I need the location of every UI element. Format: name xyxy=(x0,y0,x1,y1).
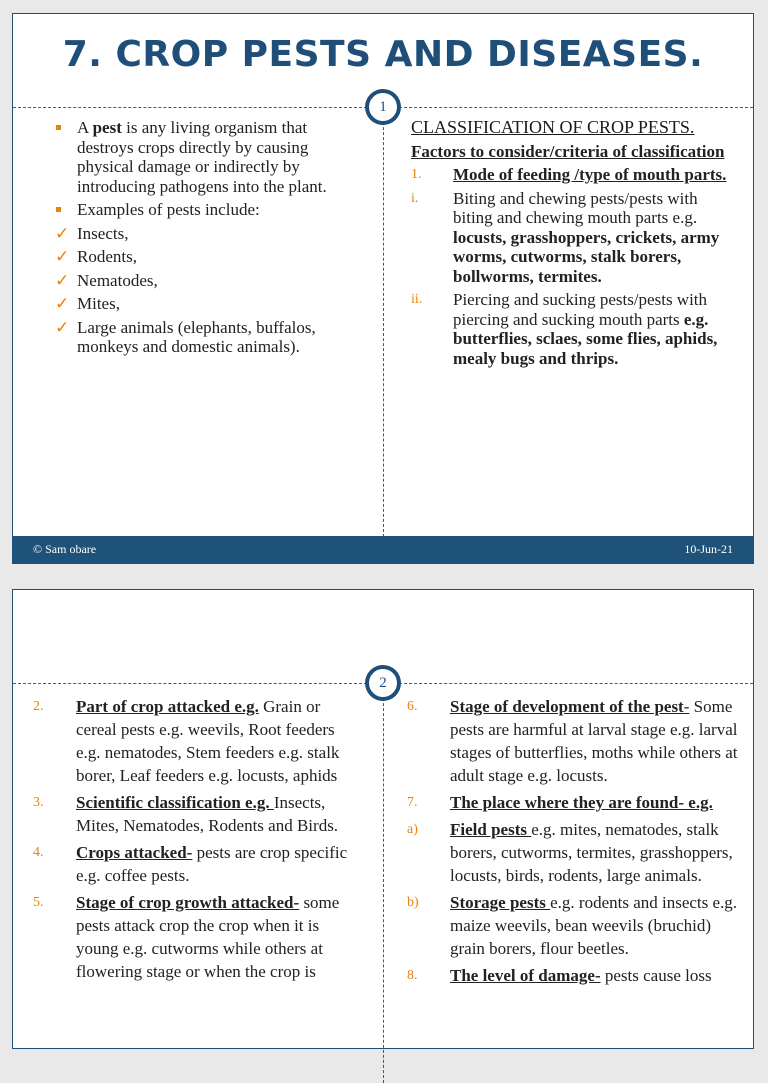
slide-number: 1 xyxy=(368,92,398,122)
text-run: - xyxy=(683,697,690,716)
checkmark-icon: ✓ xyxy=(55,270,70,290)
text-run: is any living organism that destroys crops directly by causing physical damage or indirectly by introducing pathogens into the plant. xyxy=(77,118,327,196)
numbered-item xyxy=(411,189,737,287)
list-item xyxy=(35,247,365,267)
text-run: Mode of feeding /type of mouth parts. xyxy=(453,165,727,184)
text-run: Crops attacked- xyxy=(76,843,193,862)
text-run: e.g. butterflies, sclaes, some flies, aphids, mealy bugs and thrips. xyxy=(453,309,718,368)
numbered-item xyxy=(387,791,745,814)
text-run: Stage of development of the pest xyxy=(450,697,684,716)
list-item xyxy=(35,318,365,357)
text-run: Scientific classification e.g. xyxy=(76,793,274,812)
text-run: Insects, xyxy=(77,223,129,243)
text-run: Nematodes, xyxy=(77,270,158,290)
text-run: Part of crop attacked e.g. xyxy=(76,697,259,716)
text-run: pests are crop specific e.g. coffee pests. xyxy=(76,843,348,885)
checkmark-icon: ✓ xyxy=(55,247,70,266)
text-run: some pests attack crop the crop when it is young e.g. cutworms while others at flowering stage or when the crop is xyxy=(76,893,340,981)
numbered-item xyxy=(13,891,363,983)
numbered-item xyxy=(411,165,737,185)
list-item xyxy=(35,200,365,220)
text-run: Rodents, xyxy=(77,247,137,266)
text-run: pests cause loss xyxy=(600,966,712,985)
slide-number-badge xyxy=(365,89,401,125)
text-run: e.g. rodents and insects e.g. maize weevils, bean weevils (bruchid) grain borers, flour beetles. xyxy=(450,893,738,958)
divider-vertical xyxy=(383,107,384,537)
square-bullet-icon xyxy=(56,207,61,212)
text-run: Piercing and sucking pests/pests with piercing and sucking mouth parts xyxy=(453,290,708,329)
numbered-item xyxy=(387,964,745,987)
numbered-item xyxy=(13,791,363,837)
numbered-item xyxy=(387,818,745,887)
square-bullet-icon xyxy=(56,125,61,130)
slide-number: 2 xyxy=(368,668,398,698)
item-number: 4. xyxy=(33,845,44,860)
right-column xyxy=(411,118,737,372)
text-run: Stage of crop growth attacked- xyxy=(76,893,300,912)
numbered-item xyxy=(387,695,745,787)
item-number: 6. xyxy=(407,699,418,714)
footer-author: © Sam obare xyxy=(33,542,97,556)
slide-2 xyxy=(12,589,754,1049)
section-subheading: Factors to consider/criteria of classification xyxy=(411,141,725,161)
list-item xyxy=(35,271,365,291)
text-run: Grain or cereal pests e.g. weevils, Root feeders e.g. nematodes, Stem feeders e.g. stalk borer, Leaf feeders e.g. locusts, aphids xyxy=(76,697,340,785)
text-run: locusts, grasshoppers, crickets, army worms, cutworms, stalk borers, bollworms, termites. xyxy=(453,227,720,286)
item-number: 5. xyxy=(33,895,44,910)
checkmark-icon: ✓ xyxy=(55,223,70,243)
text-run: Field pests xyxy=(450,820,532,839)
text-run: Storage pests xyxy=(450,893,551,912)
item-number: a) xyxy=(407,822,418,837)
item-number: i. xyxy=(411,190,419,206)
numbered-item xyxy=(387,891,745,960)
text-run: Some pests are harmful at larval stage e.g. larval stages of butterflies, moths while others at adult stage e.g. locusts. xyxy=(450,697,738,785)
left-column xyxy=(35,118,365,361)
numbered-item xyxy=(13,695,363,787)
item-number: 2. xyxy=(33,699,44,714)
list-item xyxy=(35,118,365,196)
text-run: Biting and chewing pests/pests with biting and chewing mouth parts e.g. xyxy=(453,188,698,227)
numbered-item xyxy=(13,841,363,887)
checkmark-icon: ✓ xyxy=(55,294,70,313)
footer-date: 10-Jun-21 xyxy=(684,542,733,556)
divider-vertical xyxy=(383,683,384,1083)
left-column xyxy=(13,695,363,987)
item-number: 1. xyxy=(411,167,422,182)
item-number: b) xyxy=(407,895,419,910)
list-item xyxy=(35,224,365,244)
numbered-item xyxy=(411,290,737,368)
item-number: ii. xyxy=(411,292,423,307)
text-run: The place where they are found- e.g. xyxy=(450,793,713,812)
item-number: 8. xyxy=(407,968,418,983)
item-number: 7. xyxy=(407,795,418,810)
right-column xyxy=(387,695,745,991)
text-run: A xyxy=(77,118,93,137)
text-run: e.g. mites, nematodes, stalk borers, cutworms, termites, grasshoppers, locusts, birds, rodents, large animals. xyxy=(450,820,733,885)
text-run: The level of damage- xyxy=(450,966,601,985)
slide-1 xyxy=(12,13,754,564)
footer-bar xyxy=(13,536,753,563)
slide-title: 7. CROP PESTS AND DISEASES. xyxy=(62,34,704,75)
text-run: Large animals (elephants, buffalos, monkeys and domestic animals). xyxy=(77,317,316,356)
section-heading: CLASSIFICATION OF CROP PESTS. xyxy=(411,117,695,137)
text-run: Mites, xyxy=(77,294,120,313)
text-run: Insects, Mites, Nematodes, Rodents and Birds. xyxy=(76,793,339,835)
item-number: 3. xyxy=(33,795,44,810)
text-run: pest xyxy=(92,118,122,137)
text-run: Examples of pests include: xyxy=(77,200,260,219)
checkmark-icon: ✓ xyxy=(55,317,70,337)
list-item xyxy=(35,294,365,314)
